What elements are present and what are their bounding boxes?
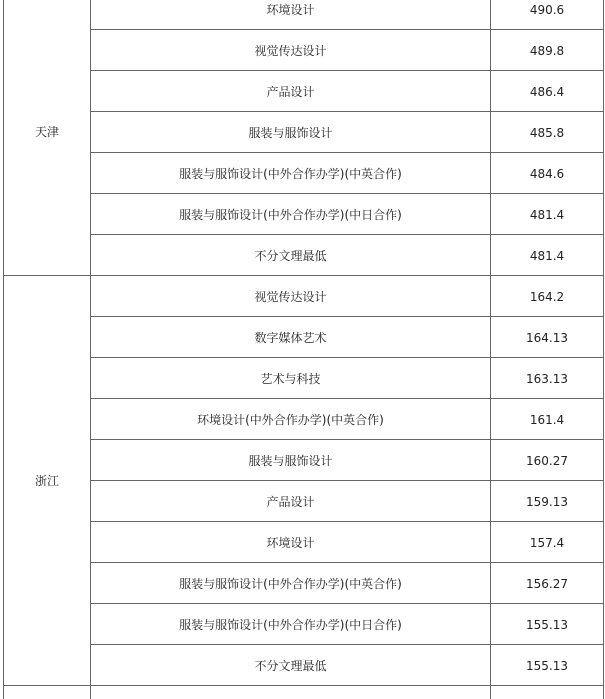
score-value: 155.13: [526, 618, 568, 632]
score-cell: [491, 686, 604, 699]
score-value: 164.2: [529, 290, 565, 304]
major-label: [91, 686, 490, 699]
province-label: 浙江: [34, 473, 59, 488]
major-cell: [91, 0, 491, 30]
major-cell: [91, 235, 491, 276]
major-cell: [91, 194, 491, 235]
major-label: 环境设计(中外合作办学)(中英合作): [197, 413, 384, 427]
score-table-body: [4, 0, 604, 699]
major-label: 环境设计: [266, 536, 315, 550]
score-value: 159.13: [526, 495, 568, 509]
score-value: 485.8: [529, 126, 565, 140]
table-row: [4, 112, 604, 153]
table-row: [4, 194, 604, 235]
table-row: [4, 235, 604, 276]
score-cell: [491, 522, 604, 563]
score-value: 484.6: [529, 167, 565, 181]
province-cell: [4, 0, 91, 276]
score-value: 156.27: [526, 577, 568, 591]
major-cell: [91, 71, 491, 112]
major-cell: [91, 317, 491, 358]
score-value: 490.6: [529, 3, 565, 17]
major-label: 产品设计: [266, 85, 315, 99]
major-label: 服装与服饰设计: [248, 454, 333, 468]
major-label: 环境设计: [266, 3, 315, 17]
score-value: 160.27: [526, 454, 568, 468]
major-cell: [91, 645, 491, 686]
score-cell: [491, 317, 604, 358]
major-label: 不分文理最低: [254, 659, 327, 673]
score-value: 163.13: [526, 372, 568, 386]
score-cell: [491, 71, 604, 112]
major-cell: [91, 399, 491, 440]
major-cell: [91, 276, 491, 317]
province-cell: [4, 276, 91, 686]
major-cell: [91, 153, 491, 194]
major-label: 数字媒体艺术: [254, 331, 327, 345]
table-row: [4, 481, 604, 522]
score-value: 161.4: [529, 413, 565, 427]
score-cell: [491, 604, 604, 645]
province-cell: [4, 686, 91, 699]
score-cell: [491, 0, 604, 30]
major-label: 艺术与科技: [260, 372, 321, 386]
major-cell: [91, 522, 491, 563]
major-cell: [91, 358, 491, 399]
table-row: [4, 563, 604, 604]
admission-score-table: [3, 0, 604, 699]
major-label: 服装与服饰设计(中外合作办学)(中日合作): [179, 618, 402, 632]
score-cell: [491, 645, 604, 686]
table-row: [4, 0, 604, 30]
score-cell: [491, 112, 604, 153]
table-row: [4, 440, 604, 481]
table-row: [4, 153, 604, 194]
score-cell: [491, 153, 604, 194]
score-value: 155.13: [526, 659, 568, 673]
major-cell: [91, 563, 491, 604]
table-row: [4, 71, 604, 112]
score-value: 486.4: [529, 85, 565, 99]
score-cell: [491, 440, 604, 481]
major-cell: [91, 440, 491, 481]
score-cell: [491, 194, 604, 235]
score-value: 489.8: [529, 44, 565, 58]
province-label: 天津: [34, 125, 59, 139]
major-label: 视觉传达设计: [254, 290, 327, 304]
score-cell: [491, 276, 604, 317]
major-label: 服装与服饰设计: [248, 126, 333, 140]
table-row: [4, 30, 604, 71]
major-label: 产品设计: [266, 495, 315, 509]
table-row: [4, 686, 604, 699]
major-cell: [91, 604, 491, 645]
major-label: 视觉传达设计: [254, 44, 327, 58]
table-row: [4, 399, 604, 440]
major-label: 服装与服饰设计(中外合作办学)(中日合作): [179, 208, 402, 222]
score-value: 164.13: [526, 331, 568, 345]
score-cell: [491, 563, 604, 604]
major-label: 服装与服饰设计(中外合作办学)(中英合作): [179, 167, 402, 181]
table-row: [4, 276, 604, 317]
table-row: [4, 317, 604, 358]
score-value: 481.4: [529, 249, 565, 263]
score-value: 157.4: [529, 536, 565, 550]
score-cell: [491, 358, 604, 399]
table-row: [4, 358, 604, 399]
major-cell: [91, 30, 491, 71]
major-cell: [91, 481, 491, 522]
major-label: 服装与服饰设计(中外合作办学)(中英合作): [179, 577, 402, 591]
major-cell: [91, 686, 491, 699]
score-cell: [491, 235, 604, 276]
score-value: [491, 686, 603, 699]
score-cell: [491, 399, 604, 440]
score-value: 481.4: [529, 208, 565, 222]
major-cell: [91, 112, 491, 153]
table-row: [4, 645, 604, 686]
major-label: 不分文理最低: [254, 249, 327, 263]
score-cell: [491, 481, 604, 522]
score-cell: [491, 30, 604, 71]
table-row: [4, 604, 604, 645]
table-row: [4, 522, 604, 563]
